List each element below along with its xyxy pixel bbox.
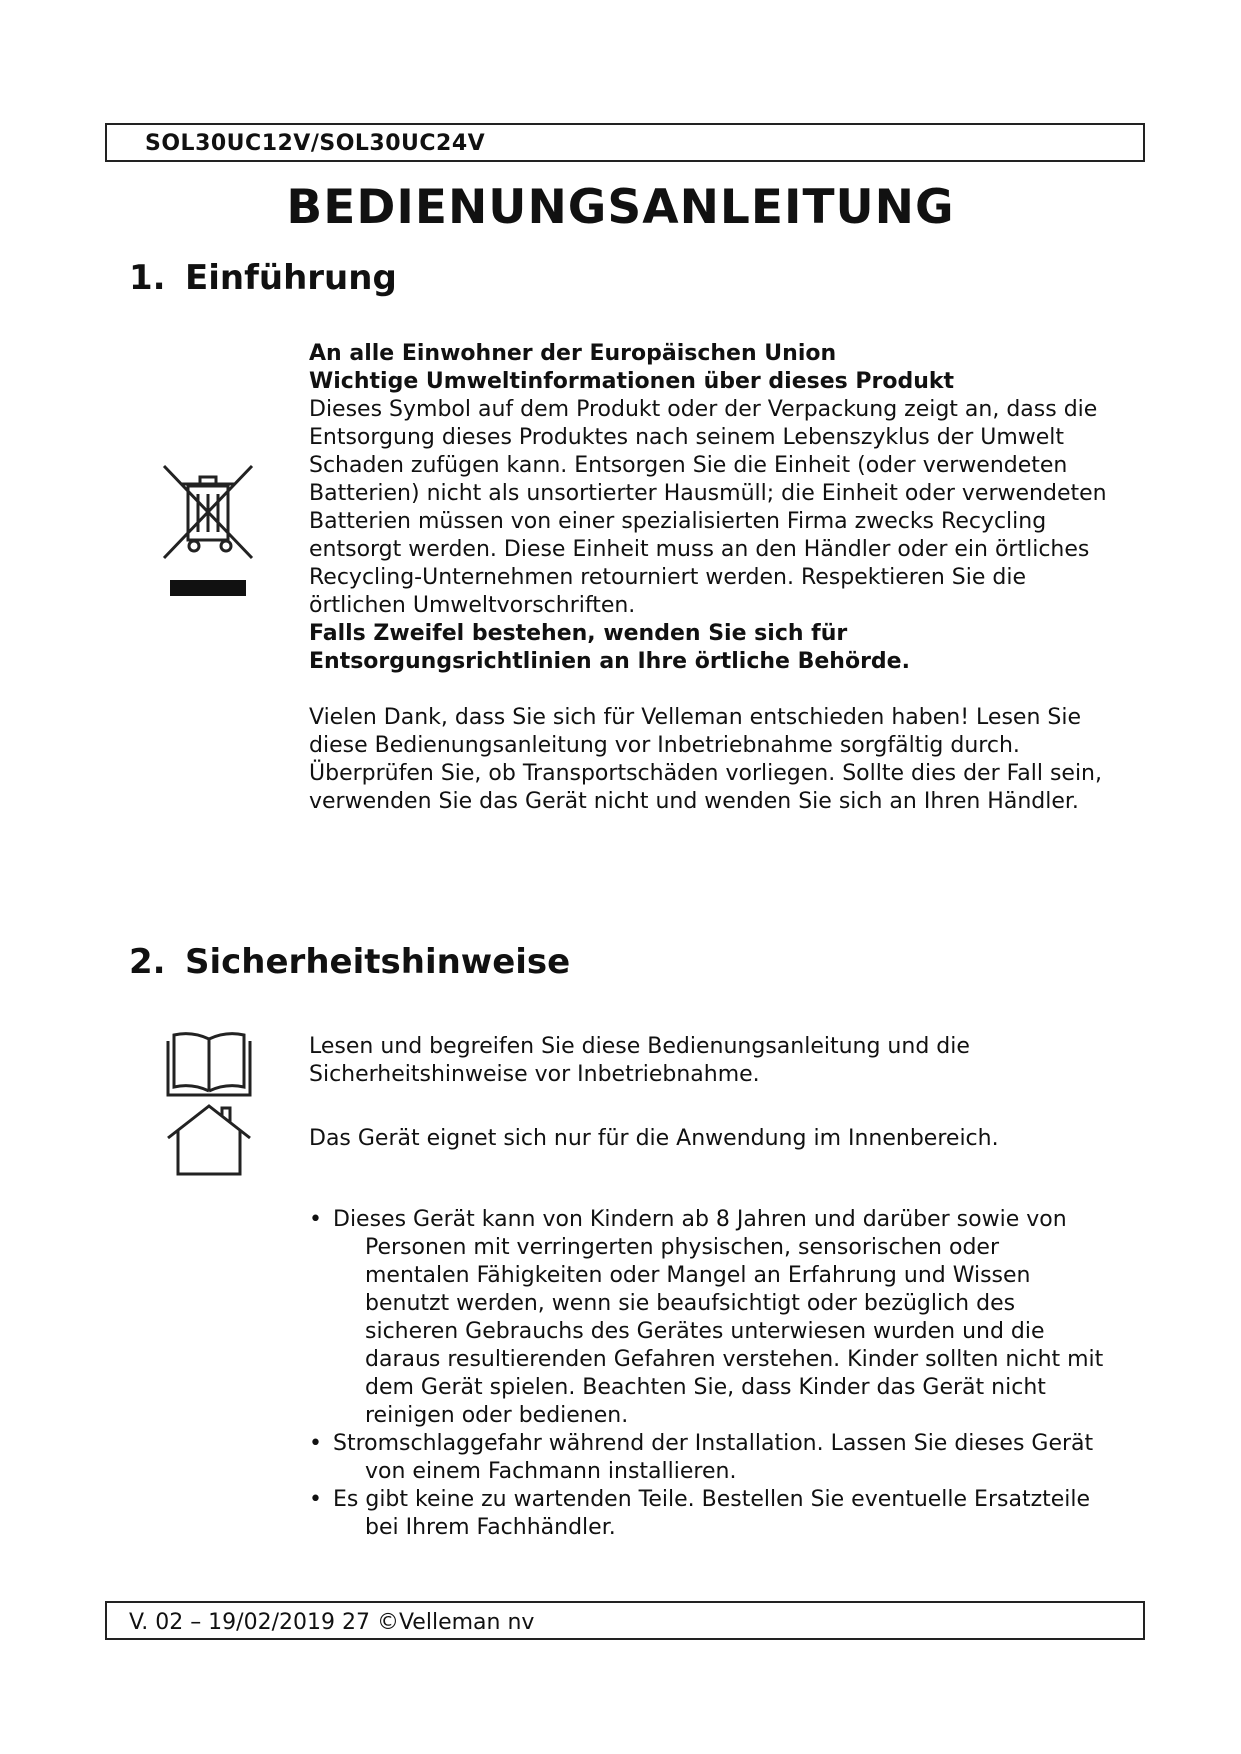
section-number-2: 2. [129,942,166,982]
header-box [105,123,1145,162]
open-book-icon [164,1027,254,1099]
section-1-text [309,340,1109,816]
list-item: • Stromschlaggefahr während der Installation. Lassen Sie dieses Gerät von einem Fachmann installieren. [309,1430,1109,1486]
eu-residents-heading: An alle Einwohner der Europäischen Union [309,341,837,366]
section-title-2: Sicherheitshinweise [185,942,571,982]
indoor-use-text: Das Gerät eignet sich nur für die Anwendung im Innenbereich. [309,1126,999,1151]
thanks-paragraph: Vielen Dank, dass Sie sich für Velleman entschieden haben! Lesen Sie diese Bedienungsanleitung vor Inbetriebnahme sorgfältig durch. Überprüfen Sie, ob Transportschäden vorliegen. Sollte dies der Fall sein, verwenden Sie das Gerät nicht und wenden Sie sich an Ihren Händler. [309,705,1102,814]
weee-bin-icon [158,462,258,602]
list-item: • Es gibt keine zu wartenden Teile. Bestellen Sie eventuelle Ersatzteile bei Ihrem Fachhändler. [309,1486,1109,1542]
doubt-notice: Falls Zweifel bestehen, wenden Sie sich für Entsorgungsrichtlinien an Ihre örtliche Behörde. [309,621,910,674]
section-number-1: 1. [129,258,166,298]
read-manual-text: Lesen und begreifen Sie diese Bedienungsanleitung und die Sicherheitshinweise vor Inbetriebnahme. [309,1034,970,1087]
house-icon [164,1102,254,1178]
section-heading-2 [129,942,570,982]
section-title-1: Einführung [185,258,397,298]
document-title: BEDIENUNGSANLEITUNG [286,180,955,235]
environment-info-heading: Wichtige Umweltinformationen über dieses Produkt [309,369,955,394]
footer-text: V. 02 – 19/02/2019 27 ©Velleman nv [129,1610,535,1635]
model-number: SOL30UC12V/SOL30UC24V [145,131,486,156]
safety-bullet-list [309,1206,1109,1542]
section-2-text [309,1033,1109,1153]
disposal-paragraph: Dieses Symbol auf dem Produkt oder der Verpackung zeigt an, dass die Entsorgung dieses Produktes nach seinem Lebenszyklus der Umwelt Schaden zufügen kann. Entsorgen Sie die Einheit (oder verwendeten Batterien) nicht als unsortierter Hausmüll; die Einheit oder verwendeten Batterien müssen von einer spezialisierten Firma zwecks Recycling entsorgt werden. Diese Einheit muss an den Händler oder ein örtliches Recycling-Unternehmen retourniert werden. Respektieren Sie die örtlichen Umweltvorschriften. [309,397,1107,618]
footer-box [105,1601,1145,1640]
section-heading-1 [129,258,397,298]
list-item: • Dieses Gerät kann von Kindern ab 8 Jahren und darüber sowie von Personen mit verringerten physischen, sensorischen oder mentalen Fähigkeiten oder Mangel an Erfahrung und Wissen benutzt werden, wenn sie beaufsichtigt oder bezüglich des sicheren Gebrauchs des Gerätes unterwiesen wurden und die daraus resultierenden Gefahren verstehen. Kinder sollten nicht mit dem Gerät spielen. Beachten Sie, dass Kinder das Gerät nicht reinigen oder bedienen. [309,1206,1109,1430]
